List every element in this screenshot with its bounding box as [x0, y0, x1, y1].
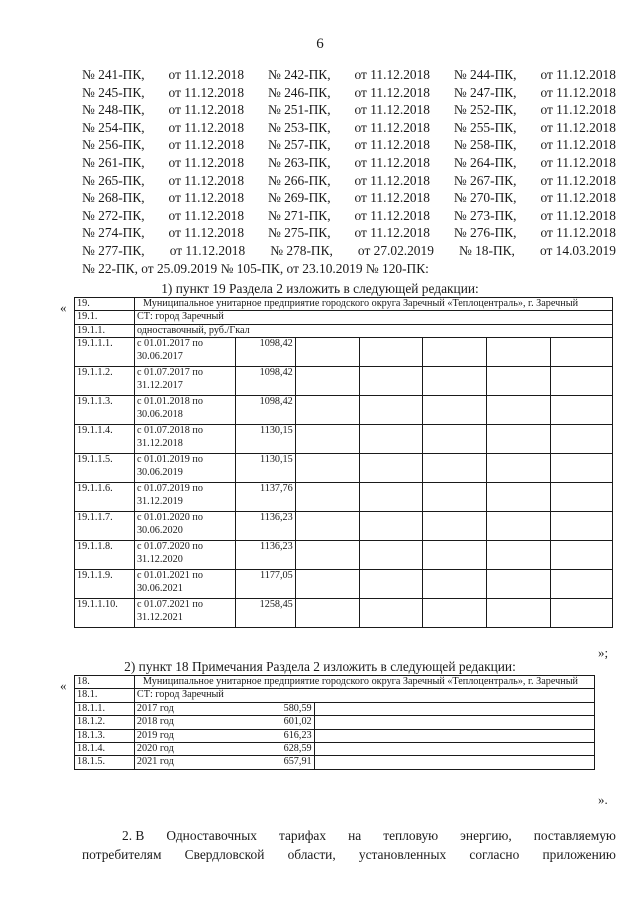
tariff-value: 1136,23	[235, 512, 295, 541]
order-date: от 11.12.2018	[540, 225, 616, 241]
row-code: 19.1.1.4.	[75, 425, 135, 454]
table-row	[75, 689, 595, 702]
empty-cell	[551, 541, 613, 570]
order-date: от 11.12.2018	[354, 102, 430, 118]
word: Одноставочных	[166, 828, 257, 843]
row-code: 19.1.1.1.	[75, 338, 135, 367]
empty-cell	[487, 367, 551, 396]
orders-row	[82, 242, 616, 260]
empty-cell	[295, 570, 359, 599]
table-row	[75, 367, 613, 396]
empty-cell	[423, 512, 487, 541]
order-date: от 11.12.2018	[540, 207, 616, 223]
year-cell	[134, 729, 314, 742]
period-to: 31.12.2020	[136, 553, 183, 565]
order-date: от 11.12.2018	[354, 190, 430, 206]
order-date: от 11.12.2018	[169, 242, 246, 258]
order-number: № 268-ПК,	[82, 190, 145, 206]
empty-cell	[295, 512, 359, 541]
empty-cell	[487, 599, 551, 628]
empty-cell	[487, 512, 551, 541]
period-cell	[134, 570, 235, 599]
table-row	[75, 570, 613, 599]
orders-row	[82, 66, 616, 84]
period-cell	[134, 512, 235, 541]
empty-cell	[314, 743, 594, 756]
order-date: от 11.12.2018	[540, 102, 616, 118]
empty-cell	[359, 396, 423, 425]
order-date: от 11.12.2018	[354, 172, 430, 188]
order-number: № 278-ПК,	[270, 242, 333, 258]
period-cell	[134, 599, 235, 628]
table-row	[75, 483, 613, 512]
tariff-type-label: одноставочный, руб./Гкал	[134, 324, 612, 337]
empty-cell	[359, 367, 423, 396]
order-date: от 11.12.2018	[354, 137, 430, 153]
empty-cell	[551, 599, 613, 628]
word: 2. В	[122, 828, 145, 843]
order-number: № 241-ПК,	[82, 67, 145, 82]
row-code: 18.1.4.	[75, 743, 135, 756]
order-number: № 248-ПК,	[82, 102, 145, 118]
tariff-table-18	[74, 675, 595, 770]
orders-row	[82, 189, 616, 207]
tariff-value: 1177,05	[235, 570, 295, 599]
table-row	[75, 311, 613, 324]
year-cell	[134, 702, 314, 715]
period-to: 30.06.2018	[136, 408, 183, 420]
period-to: 31.12.2019	[136, 495, 183, 507]
order-number: № 266-ПК,	[267, 172, 331, 188]
table-row	[75, 716, 595, 729]
order-number: № 247-ПК,	[453, 84, 517, 100]
order-date: от 11.12.2018	[540, 84, 616, 100]
empty-cell	[551, 483, 613, 512]
tariff-value: 580,59	[283, 702, 312, 714]
word: приложению	[542, 847, 616, 862]
year-cell	[134, 756, 314, 769]
empty-cell	[423, 338, 487, 367]
orders-tail: № 22-ПК, от 25.09.2019 № 105-ПК, от 23.10.2019 № 120-ПК:	[82, 260, 429, 276]
empty-cell	[295, 541, 359, 570]
order-date: от 11.12.2018	[354, 67, 430, 82]
year-label: 2021 год	[136, 756, 174, 768]
period-to: 30.06.2020	[136, 524, 183, 536]
empty-cell	[423, 541, 487, 570]
empty-cell	[551, 367, 613, 396]
year-value-pair	[137, 743, 312, 755]
period-from: с 01.01.2017 по	[136, 338, 203, 350]
period-to: 30.06.2021	[136, 582, 183, 594]
organization-name: Муниципальное унитарное предприятие городского округа Заречный «Теплоцентраль», г. Заречный	[134, 298, 612, 311]
order-date: от 11.12.2018	[168, 154, 245, 170]
empty-cell	[487, 396, 551, 425]
empty-cell	[423, 425, 487, 454]
item-1-heading: 1) пункт 19 Раздела 2 изложить в следующей редакции:	[161, 281, 479, 296]
empty-cell	[359, 599, 423, 628]
word: согласно	[469, 847, 520, 862]
empty-cell	[359, 425, 423, 454]
empty-cell	[359, 338, 423, 367]
empty-cell	[487, 570, 551, 599]
table-row	[75, 599, 613, 628]
ct-label: СТ: город Заречный	[134, 311, 612, 324]
year-label: 2020 год	[136, 743, 174, 755]
order-date: от 11.12.2018	[540, 67, 616, 82]
table-1-open-quote: «	[60, 300, 67, 315]
empty-cell	[314, 756, 594, 769]
orders-row	[82, 224, 616, 242]
tariff-value: 1258,45	[235, 599, 295, 628]
word: поставляемую	[533, 828, 616, 843]
year-value-pair	[137, 730, 312, 742]
empty-cell	[295, 396, 359, 425]
table-row	[75, 324, 613, 337]
order-date: от 11.12.2018	[540, 172, 616, 188]
row-code: 19.1.	[75, 311, 135, 324]
table-row	[75, 729, 595, 742]
table-row	[75, 298, 613, 311]
row-code: 18.1.1.	[75, 702, 135, 715]
row-code: 18.1.2.	[75, 716, 135, 729]
table-row	[75, 541, 613, 570]
order-number: № 276-ПК,	[453, 225, 517, 241]
row-code: 19.1.1.2.	[75, 367, 135, 396]
order-date: от 11.12.2018	[168, 102, 245, 118]
table-row	[75, 702, 595, 715]
empty-cell	[551, 454, 613, 483]
table-row	[75, 756, 595, 769]
empty-cell	[423, 454, 487, 483]
order-number: № 269-ПК,	[267, 190, 331, 206]
tariff-value: 1098,42	[235, 367, 295, 396]
organization-name: Муниципальное унитарное предприятие городского округа Заречный «Теплоцентраль», г. Заречный	[134, 676, 594, 689]
year-value-pair	[137, 703, 312, 715]
period-cell	[134, 425, 235, 454]
table-row	[75, 454, 613, 483]
table-2-close-mark: ».	[598, 792, 608, 807]
table-row	[75, 743, 595, 756]
orders-row	[82, 154, 616, 172]
order-date: от 11.12.2018	[168, 190, 245, 206]
period-from: с 01.07.2018 по	[136, 425, 203, 437]
empty-cell	[423, 570, 487, 599]
order-number: № 274-ПК,	[82, 225, 145, 241]
empty-cell	[295, 483, 359, 512]
tariff-value: 616,23	[283, 729, 312, 741]
order-date: от 11.12.2018	[168, 207, 245, 223]
orders-row	[82, 207, 616, 225]
empty-cell	[295, 454, 359, 483]
empty-cell	[314, 729, 594, 742]
row-code: 19.1.1.10.	[75, 599, 135, 628]
order-number: № 18-ПК,	[458, 242, 515, 258]
empty-cell	[314, 702, 594, 715]
order-number: № 251-ПК,	[267, 102, 331, 118]
ct-label: СТ: город Заречный	[134, 689, 594, 702]
year-value-pair	[137, 716, 312, 728]
empty-cell	[487, 338, 551, 367]
row-code: 18.1.3.	[75, 729, 135, 742]
period-from: с 01.01.2020 по	[136, 512, 203, 524]
empty-cell	[423, 483, 487, 512]
word: тарифах	[278, 828, 327, 843]
word: тепловую	[383, 828, 439, 843]
empty-cell	[295, 338, 359, 367]
order-number: № 253-ПК,	[267, 119, 331, 135]
period-from: с 01.07.2020 по	[136, 541, 203, 553]
orders-row	[82, 101, 616, 119]
order-number: № 270-ПК,	[453, 190, 517, 206]
period-from: с 01.01.2019 по	[136, 454, 203, 466]
paragraph-2	[82, 826, 616, 864]
order-number: № 272-ПК,	[82, 207, 145, 223]
table-row	[75, 676, 595, 689]
order-number: № 277-ПК,	[82, 242, 145, 258]
year-label: 2019 год	[136, 729, 174, 741]
order-date: от 11.12.2018	[168, 84, 245, 100]
row-code: 19.1.1.5.	[75, 454, 135, 483]
empty-cell	[314, 716, 594, 729]
row-code: 19.	[75, 298, 135, 311]
row-code: 19.1.1.7.	[75, 512, 135, 541]
empty-cell	[359, 454, 423, 483]
period-cell	[134, 541, 235, 570]
row-code: 18.1.	[75, 689, 135, 702]
order-number: № 261-ПК,	[82, 154, 145, 170]
empty-cell	[551, 512, 613, 541]
order-date: от 14.03.2019	[539, 242, 616, 258]
order-date: от 11.12.2018	[168, 137, 245, 153]
order-number: № 246-ПК,	[267, 84, 331, 100]
order-number: № 242-ПК,	[267, 67, 331, 82]
table-row	[75, 338, 613, 367]
order-date: от 27.02.2019	[357, 242, 434, 258]
period-cell	[134, 396, 235, 425]
order-date: от 11.12.2018	[540, 190, 616, 206]
orders-row	[82, 172, 616, 190]
period-from: с 01.01.2018 по	[136, 396, 203, 408]
paragraph-line-2	[82, 845, 616, 864]
order-number: № 263-ПК,	[267, 154, 331, 170]
period-from: с 01.07.2021 по	[136, 599, 203, 611]
tariff-value: 1137,76	[235, 483, 295, 512]
order-number: № 252-ПК,	[453, 102, 517, 118]
order-number: № 257-ПК,	[267, 137, 331, 153]
item-2-heading: 2) пункт 18 Примечания Раздела 2 изложить в следующей редакции:	[124, 659, 516, 674]
order-number: № 267-ПК,	[453, 172, 517, 188]
empty-cell	[487, 483, 551, 512]
year-value-pair	[137, 756, 312, 768]
order-date: от 11.12.2018	[354, 119, 430, 135]
empty-cell	[551, 396, 613, 425]
tariff-value: 1098,42	[235, 396, 295, 425]
year-cell	[134, 743, 314, 756]
order-number: № 245-ПК,	[82, 84, 145, 100]
order-number: № 244-ПК,	[453, 67, 517, 82]
empty-cell	[423, 396, 487, 425]
period-to: 30.06.2017	[136, 350, 183, 362]
order-number: № 254-ПК,	[82, 119, 145, 135]
row-code: 19.1.1.8.	[75, 541, 135, 570]
period-from: с 01.07.2019 по	[136, 483, 203, 495]
row-code: 18.1.5.	[75, 756, 135, 769]
order-date: от 11.12.2018	[354, 154, 430, 170]
empty-cell	[551, 338, 613, 367]
empty-cell	[551, 570, 613, 599]
orders-list	[82, 66, 616, 277]
empty-cell	[423, 599, 487, 628]
period-cell	[134, 454, 235, 483]
period-cell	[134, 338, 235, 367]
order-date: от 11.12.2018	[168, 67, 245, 82]
empty-cell	[551, 425, 613, 454]
order-date: от 11.12.2018	[540, 137, 616, 153]
empty-cell	[359, 512, 423, 541]
order-number: № 265-ПК,	[82, 172, 145, 188]
tariff-value: 657,91	[283, 756, 312, 768]
order-date: от 11.12.2018	[354, 84, 430, 100]
order-number: № 255-ПК,	[453, 119, 517, 135]
tariff-value: 1136,23	[235, 541, 295, 570]
row-code: 19.1.1.	[75, 324, 135, 337]
table-row	[75, 396, 613, 425]
order-number: № 271-ПК,	[267, 207, 331, 223]
order-number: № 264-ПК,	[453, 154, 517, 170]
word: области,	[287, 847, 336, 862]
order-number: № 258-ПК,	[453, 137, 517, 153]
year-label: 2018 год	[136, 716, 174, 728]
year-cell	[134, 716, 314, 729]
order-date: от 11.12.2018	[354, 207, 430, 223]
year-label: 2017 год	[136, 702, 174, 714]
empty-cell	[359, 541, 423, 570]
period-from: с 01.01.2021 по	[136, 570, 203, 582]
order-date: от 11.12.2018	[354, 225, 430, 241]
empty-cell	[487, 425, 551, 454]
period-from: с 01.07.2017 по	[136, 367, 203, 379]
order-date: от 11.12.2018	[168, 225, 245, 241]
period-to: 31.12.2017	[136, 379, 183, 391]
empty-cell	[295, 367, 359, 396]
empty-cell	[295, 425, 359, 454]
empty-cell	[359, 483, 423, 512]
period-cell	[134, 483, 235, 512]
page-number: 6	[316, 36, 324, 52]
orders-row	[82, 119, 616, 137]
word: на	[348, 828, 362, 843]
order-date: от 11.12.2018	[168, 119, 245, 135]
table-2-open-quote: «	[60, 678, 67, 693]
empty-cell	[487, 541, 551, 570]
tariff-value: 1130,15	[235, 425, 295, 454]
row-code: 19.1.1.6.	[75, 483, 135, 512]
table-row	[75, 512, 613, 541]
orders-row	[82, 84, 616, 102]
tariff-value: 601,02	[283, 716, 312, 728]
order-date: от 11.12.2018	[540, 154, 616, 170]
paragraph-line-1	[82, 826, 616, 845]
empty-cell	[423, 367, 487, 396]
order-date: от 11.12.2018	[540, 119, 616, 135]
orders-row	[82, 136, 616, 154]
tariff-table-19	[74, 297, 613, 628]
order-number: № 275-ПК,	[267, 225, 331, 241]
tariff-value: 628,59	[283, 743, 312, 755]
period-to: 31.12.2021	[136, 611, 183, 623]
row-code: 19.1.1.3.	[75, 396, 135, 425]
word: потребителям	[82, 847, 162, 862]
order-date: от 11.12.2018	[168, 172, 245, 188]
word: энергию,	[460, 828, 512, 843]
order-number: № 256-ПК,	[82, 137, 145, 153]
tariff-value: 1098,42	[235, 338, 295, 367]
table-row	[75, 425, 613, 454]
row-code: 19.1.1.9.	[75, 570, 135, 599]
empty-cell	[295, 599, 359, 628]
order-number: № 273-ПК,	[453, 207, 517, 223]
period-to: 30.06.2019	[136, 466, 183, 478]
table-1-close-mark: »;	[598, 645, 609, 660]
word: установленных	[358, 847, 447, 862]
row-code: 18.	[75, 676, 135, 689]
period-to: 31.12.2018	[136, 437, 183, 449]
period-cell	[134, 367, 235, 396]
empty-cell	[359, 570, 423, 599]
tariff-value: 1130,15	[235, 454, 295, 483]
empty-cell	[487, 454, 551, 483]
word: Свердловской	[184, 847, 265, 862]
